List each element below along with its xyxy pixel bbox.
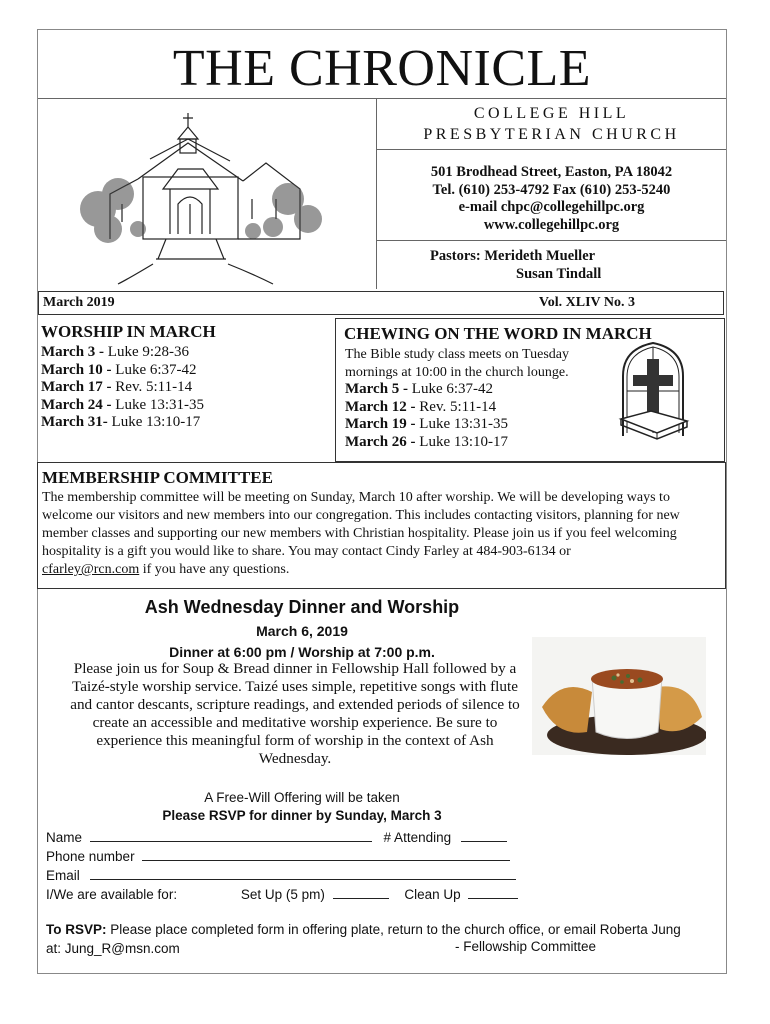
attending-label: # Attending	[383, 830, 452, 845]
issue-volume: Vol. XLIV No. 3	[538, 295, 635, 310]
list-item: March 31- Luke 13:10-17	[41, 414, 201, 430]
worship-list	[41, 344, 331, 432]
name-label: Name	[46, 830, 83, 845]
setup-field[interactable]	[333, 884, 389, 899]
address: 501 Brodhead Street, Easton, PA 18042	[430, 164, 673, 180]
membership-heading: MEMBERSHIP COMMITTEE	[42, 468, 273, 487]
name-field[interactable]	[90, 827, 372, 842]
rsvp-instructions	[46, 920, 716, 958]
pastors	[430, 247, 710, 283]
email-field[interactable]	[90, 865, 516, 880]
rsvp-label: To RSVP:	[46, 922, 107, 937]
chewing-section	[335, 318, 725, 462]
church-name-line1: COLLEGE HILL	[473, 105, 630, 122]
pastor-1: Pastors: Merideth Mueller	[430, 248, 596, 264]
worship-heading: WORSHIP IN MARCH	[41, 322, 216, 341]
website[interactable]: www.collegehillpc.org	[483, 216, 620, 233]
chewing-list	[345, 381, 508, 451]
offering-note: A Free-Will Offering will be taken	[204, 790, 400, 805]
list-item: March 3 - Luke 9:28-36	[41, 344, 190, 360]
issue-dateline	[38, 291, 724, 315]
cross-bible-icon	[613, 341, 693, 441]
list-item: March 19 - Luke 13:31-35	[345, 416, 509, 432]
email-label: Email	[46, 868, 80, 883]
setup-label: Set Up (5 pm)	[240, 887, 325, 902]
email-address[interactable]: e-mail chpc@collegehillpc.org	[458, 199, 645, 215]
church-name	[377, 103, 726, 145]
header-rule	[377, 240, 726, 241]
list-item: March 24 - Luke 13:31-35	[41, 396, 205, 413]
cleanup-field[interactable]	[468, 884, 518, 899]
masthead-title: THE CHRONICLE	[172, 40, 592, 97]
soup-photo	[532, 637, 706, 755]
membership-body: The membership committee will be meeting on Sunday, March 10 after worship. We will be developing ways to welcome our visitors and new members into our congregation. This includes contacting visitors, planning for new member classes and supporting our new members with Christian hospitality. Please join us if you feel welcoming hospitality is a gift you would like to share. You may contact Cindy Farley at 484-903-6134 or cfarley@rcn.com if you have any questions.	[42, 490, 680, 577]
chewing-intro: The Bible study class meets on Tuesday mornings at 10:00 in the church lounge.	[345, 347, 569, 380]
header-rule	[377, 149, 726, 150]
list-item: March 17 - Rev. 5:11-14	[41, 379, 193, 395]
worship-section	[41, 322, 331, 432]
issue-date: March 2019	[43, 295, 115, 310]
list-item: March 12 - Rev. 5:11-14	[345, 398, 497, 415]
church-name-line2: PRESBYTERIAN CHURCH	[423, 126, 680, 143]
form-row-email	[46, 865, 646, 884]
church-drawing	[38, 99, 377, 289]
list-item: March 26 - Luke 13:10-17	[345, 433, 509, 450]
contact-block	[377, 164, 726, 234]
signature: - Fellowship Committee	[455, 939, 597, 954]
ash-title: Ash Wednesday Dinner and Worship	[144, 597, 460, 617]
pastor-2: Susan Tindall	[516, 266, 602, 282]
form-row-availability	[46, 884, 646, 903]
form-row-name	[46, 827, 646, 846]
rsvp-email[interactable]: at: Jung_R@msn.com	[46, 941, 180, 956]
phone-label: Phone number	[46, 849, 135, 864]
chewing-heading: CHEWING ON THE WORD IN MARCH	[344, 324, 652, 343]
membership-email-link[interactable]: cfarley@rcn.com	[42, 562, 140, 577]
availability-label: I/We are available for:	[46, 887, 178, 902]
membership-section	[37, 462, 726, 589]
ash-date: March 6, 2019	[256, 623, 348, 639]
rsvp-text: Please place completed form in offering plate, return to the church office, or email Roberta Jung	[106, 922, 681, 937]
ash-time: Dinner at 6:00 pm / Worship at 7:00 p.m.	[169, 644, 435, 660]
rsvp-form	[46, 827, 646, 903]
attending-field[interactable]	[461, 827, 507, 842]
rsvp-deadline: Please RSVP for dinner by Sunday, March 3	[162, 808, 442, 823]
list-item: March 10 - Luke 6:37-42	[41, 361, 197, 378]
phone-fax: Tel. (610) 253-4792 Fax (610) 253-5240	[432, 181, 671, 198]
cleanup-label: Clean Up	[404, 887, 461, 902]
list-item: March 5 - Luke 6:37-42	[345, 381, 494, 397]
phone-field[interactable]	[142, 846, 510, 861]
ash-body: Please join us for Soup & Bread dinner in Fellowship Hall followed by a Taizé-style worship service. Taizé uses simple, repetitive songs with flute and cantor descants, scripture readings, and extended periods of silence to create an accessible and meditative worship experience. Be sure to experience this meaningful form of worship in the context of Ash Wednesday.	[70, 660, 520, 767]
form-row-phone	[46, 846, 646, 865]
